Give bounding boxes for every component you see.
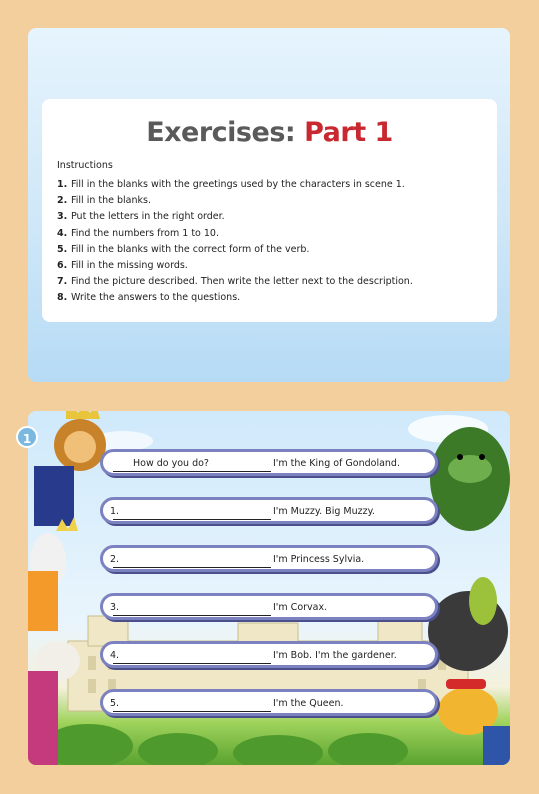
answer-blank[interactable]: 4. xyxy=(113,648,271,664)
title-part-2: Part 1 xyxy=(304,117,393,148)
instructions-list xyxy=(57,177,413,307)
character-response: I'm the King of Gondoland. xyxy=(273,458,400,469)
exercise-number-badge: 1 xyxy=(16,426,38,448)
instructions-card xyxy=(42,99,497,322)
instruction-item: 6. Fill in the missing words. xyxy=(57,259,188,271)
answer-blank[interactable]: 1. xyxy=(113,504,271,520)
exercise-row xyxy=(100,689,438,716)
answer-blank[interactable]: 3. xyxy=(113,600,271,616)
instruction-item: 2. Fill in the blanks. xyxy=(57,195,151,207)
character-response: I'm Corvax. xyxy=(273,602,328,613)
exercise-row xyxy=(100,497,438,524)
title-part-1: Exercises: xyxy=(146,117,296,148)
instruction-item: 7. Find the picture described. Then write the letter next to the description. xyxy=(57,276,413,288)
exercise-row xyxy=(100,449,438,476)
instructions-heading: Instructions xyxy=(57,160,113,171)
answer-blank[interactable]: 2. xyxy=(113,552,271,568)
page-title xyxy=(42,117,497,148)
exercise-row xyxy=(100,545,438,572)
instruction-item: 4. Find the numbers from 1 to 10. xyxy=(57,227,219,239)
instruction-item: 8. Write the answers to the questions. xyxy=(57,292,241,304)
instruction-item: 5. Fill in the blanks with the correct form of the verb. xyxy=(57,243,310,255)
answer-blank[interactable] xyxy=(113,456,271,472)
instruction-item: 3. Put the letters in the right order. xyxy=(57,211,225,223)
character-response: I'm the Queen. xyxy=(273,698,344,709)
answer-blank[interactable]: 5. xyxy=(113,696,271,712)
exercise-row xyxy=(100,641,438,668)
instruction-item: 1. Fill in the blanks with the greetings used by the characters in scene 1. xyxy=(57,179,405,190)
character-response: I'm Bob. I'm the gardener. xyxy=(273,650,397,661)
character-response: I'm Princess Sylvia. xyxy=(273,554,365,565)
exercise-row xyxy=(100,593,438,620)
example-answer: How do you do? xyxy=(133,458,209,469)
character-response: I'm Muzzy. Big Muzzy. xyxy=(273,506,375,517)
